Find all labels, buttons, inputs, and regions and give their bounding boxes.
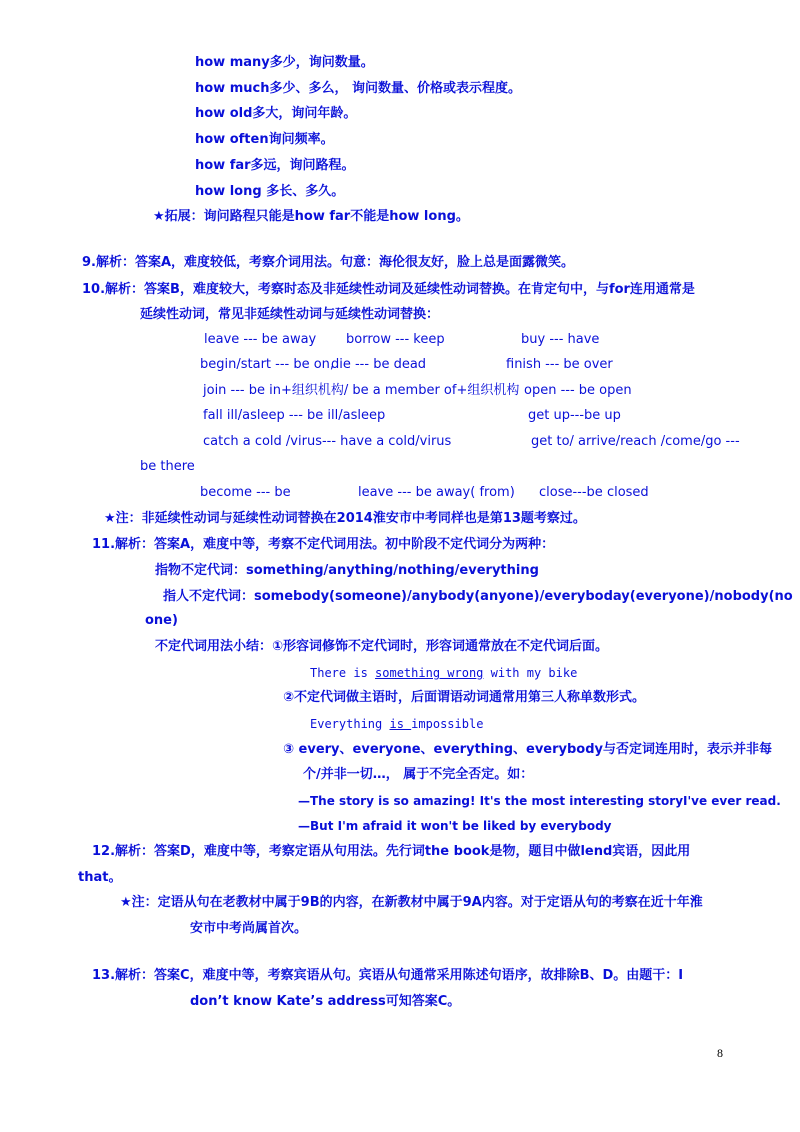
verb-pair: die --- be dead	[331, 357, 427, 372]
verb-pair: get up---be up	[528, 408, 621, 423]
text-line: 指物不定代词：something/anything/nothing/everything	[155, 563, 539, 578]
verb-pair: catch a cold /virus--- have a cold/virus	[203, 434, 452, 449]
example-sentence	[310, 715, 483, 733]
verb-pair: buy --- have	[521, 332, 600, 347]
verb-pair: get to/ arrive/reach /come/go ---	[531, 434, 740, 449]
text-line: ②不定代词做主语时，后面谓语动词通常用第三人称单数形式。	[283, 690, 646, 705]
note-10: ★注：非延续性动词与延续性动词替换在2014淮安市中考同样也是第13题考察过。	[104, 511, 586, 526]
verb-pair: leave --- be away( from)	[358, 485, 515, 500]
answer-10: 10.解析：答案B，难度较大，考察时态及非延续性动词及延续性动词替换。在肯定句中，与for连用通常是	[82, 282, 695, 297]
dialog-line: —The story is so amazing! It's the most interesting storyI've ever read.	[298, 794, 781, 808]
verb-pair: begin/start --- be on,	[200, 357, 335, 372]
example-text: with my bike	[483, 666, 578, 680]
text-line: how much多少、多么， 询问数量、价格或表示程度。	[195, 81, 522, 96]
example-underlined: is	[389, 717, 412, 731]
answer-12: 12.解析：答案D，难度中等，考察定语从句用法。先行词the book是物，题目中做lend宾语，因此用	[92, 844, 691, 859]
verb-pair: join --- be in+组织机构/ be a member of+组织机构	[203, 383, 520, 398]
verb-pair: fall ill/asleep --- be ill/asleep	[203, 408, 386, 423]
verb-pair: open --- be open	[524, 383, 632, 398]
text-line: how far多远，询问路程。	[195, 158, 355, 173]
note-12: ★注：定语从句在老教材中属于9B的内容，在新教材中属于9A内容。对于定语从句的考察在近十年淮	[120, 895, 703, 910]
example-text: There is	[310, 666, 376, 680]
text-line: how long 多长、多久。	[195, 184, 345, 199]
text-line: 安市中考尚属首次。	[190, 921, 308, 936]
dialog-line: —But I'm afraid it won't be liked by everybody	[298, 819, 612, 833]
answer-13: 13.解析：答案C，难度中等，考察宾语从句。宾语从句通常采用陈述句语序，故排除B、D。由题干：I	[92, 968, 684, 983]
text-line: 指人不定代词：somebody(someone)/anybody(anyone)/everyboday(everyone)/nobody(no	[163, 589, 793, 604]
text-line: how many多少，询问数量。	[195, 55, 374, 70]
text-line: one)	[145, 613, 178, 628]
verb-pair: borrow --- keep	[346, 332, 445, 347]
verb-pair: leave --- be away	[204, 332, 317, 347]
verb-pair: finish --- be over	[506, 357, 613, 372]
answer-9: 9.解析：答案A，难度较低，考察介词用法。句意：海伦很友好，脸上总是面露微笑。	[82, 255, 575, 270]
verb-pair: be there	[140, 459, 195, 474]
answer-11: 11.解析：答案A，难度中等，考察不定代词用法。初中阶段不定代词分为两种：	[92, 537, 555, 552]
example-underlined: something wrong	[375, 666, 484, 680]
example-text: Everything	[310, 717, 390, 731]
text-line: that。	[78, 870, 122, 885]
text-line: 不定代词用法小结：①形容词修饰不定代词时，形容词通常放在不定代词后面。	[155, 639, 609, 654]
text-line: 个/并非一切…， 属于不完全否定。如：	[303, 767, 534, 782]
example-text: impossible	[411, 717, 484, 731]
text-line: how often询问频率。	[195, 132, 334, 147]
expansion-note: ★拓展：询问路程只能是how far不能是how long。	[153, 209, 469, 224]
text-line: don’t know Kate’s address可知答案C。	[190, 994, 461, 1009]
verb-pair: become --- be	[200, 485, 291, 500]
example-sentence	[310, 664, 577, 682]
text-line: ③ every、everyone、everything、everybody与否定词连用时，表示并非每	[283, 742, 773, 757]
text-line: how old多大，询问年龄。	[195, 106, 357, 121]
text-line: 延续性动词，常见非延续性动词与延续性动词替换：	[140, 307, 440, 322]
verb-pair: close---be closed	[539, 485, 649, 500]
page-number: 8	[717, 1046, 723, 1060]
